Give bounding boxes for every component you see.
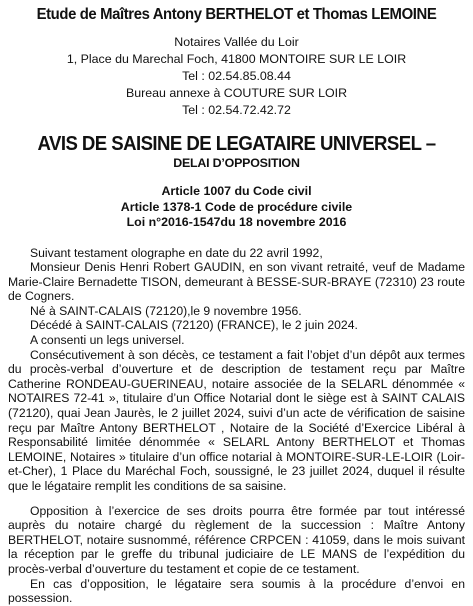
opposition-paragraph: Opposition à l’exercice de ses droits pourra être formée par tout intéressé auprès du notaire chargé du règlement de la succession : Maître Antony BERTHELOT, notaire susnommé, référence CRPCEN : 41059, dans le mois suivant la réception par le greffe du tribunal judiciaire de LE MANS de l’expédition du procès-verbal d’ouverture du testament et copie de ce testament.: [8, 503, 465, 576]
office-title: Etude de Maîtres Antony BERTHELOT et Thomas LEMOINE: [36, 6, 437, 23]
legal-reference-civil-code: Article 1007 du Code civil: [161, 184, 312, 198]
notice-subtitle: DELAI D’OPPOSITION: [173, 156, 300, 170]
office-name-line: Notaires Vallée du Loir: [174, 35, 299, 49]
legal-references: [8, 184, 465, 231]
legal-reference-procedure-code: Article 1378-1 Code de procédure civile: [120, 199, 353, 214]
annex-office-line: Bureau annexe à COUTURE SUR LOIR: [125, 86, 348, 100]
legacy-paragraph: A consenti un legs universel.: [30, 333, 185, 348]
office-address-line: 1, Place du Marechal Foch, 41800 MONTOIRE SUR LE LOIR: [66, 52, 407, 66]
deposit-paragraph: Consécutivement à son décès, ce testament a fait l’objet d’un dépôt aux termes du procès-verbal d’ouverture et de description de testament reçu par Maître Catherine RONDEAU-GUERINEAU, notaire associée de la SELARL dénommée « NOTAIRES 72-41 », titulaire d’un Office Notarial dont le siège est à SAINT CALAIS (72120), quai Jean Jaurès, le 2 juillet 2024, suivi d’un acte de vérification de saisine reçu par Maître Antony BERTHELOT , Notaire de la Société d’Exercice Libéral à Responsabilité limitée dénommée « SELARL Antony BERTHELOT et Thomas LEMOINE, Notaires » titulaire d’un office notarial à MONTOIRE-SUR-LE-LOIR (Loir-et-Cher), 1 Place du Maréchal Foch, soussigné, le 23 juillet 2024, duquel il résulte que le légataire remplit les conditions de sa saisine.: [8, 347, 465, 493]
office-contact-block: [8, 34, 465, 119]
legal-reference-law: Loi n°2016-1547du 18 novembre 2016: [126, 215, 347, 229]
notice-title: AVIS DE SAISINE DE LEGATAIRE UNIVERSEL –: [37, 133, 436, 155]
death-paragraph: Décédé à SAINT-CALAIS (72120) (FRANCE), le 2 juin 2024.: [30, 318, 358, 333]
annex-phone-line: Tel : 02.54.72.42.72: [182, 103, 291, 117]
testament-date-paragraph: Suivant testament olographe en date du 22 avril 1992,: [30, 245, 323, 260]
notice-body: [8, 246, 465, 606]
office-phone-line: Tel : 02.54.85.08.44: [182, 69, 291, 83]
possession-paragraph: En cas d’opposition, le légataire sera soumis à la procédure d’envoi en possession.: [8, 576, 465, 606]
deceased-identity-paragraph: Monsieur Denis Henri Robert GAUDIN, en son vivant retraité, veuf de Madame Marie-Claire Bernadette TISON, demeurant à BESSE-SUR-BRAYE (72310) 23 route de Cogners.: [8, 260, 465, 304]
birth-paragraph: Né à SAINT-CALAIS (72120),le 9 novembre 1956.: [30, 303, 302, 318]
